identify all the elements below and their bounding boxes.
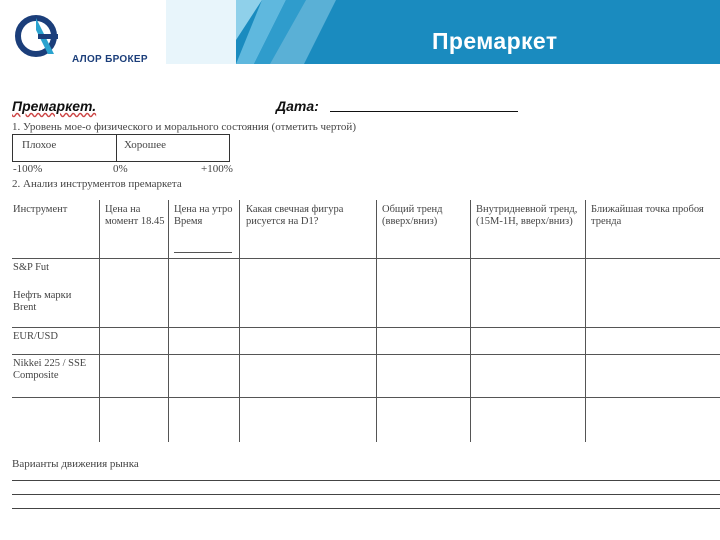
state-divider (116, 134, 117, 161)
col-header-price-morning: Цена на утро Время (174, 204, 233, 227)
answer-line (12, 494, 720, 495)
table-vline (470, 200, 471, 442)
scale-mid: 0% (113, 163, 128, 175)
state-good: Хорошее (124, 139, 166, 151)
col-header-instrument: Инструмент (13, 204, 68, 215)
col-header-candle: Какая свечная фигура рисуется на D1? (246, 204, 344, 227)
table-hline (12, 327, 720, 328)
row-eurusd: EUR/USD (13, 331, 58, 342)
table-hline (12, 354, 720, 355)
table-hline (12, 258, 720, 259)
page-title: Премаркет (432, 28, 558, 54)
col-header-breakout: Ближайшая точка пробоя тренда (591, 204, 704, 227)
row-brent: Нефть марки Brent (13, 290, 72, 313)
row-sp-fut: S&P Fut (13, 262, 50, 273)
scale-max: +100% (201, 163, 233, 175)
table-vline (239, 200, 240, 442)
alor-logo-icon (10, 14, 70, 64)
date-field-line (330, 111, 518, 112)
answer-line (12, 508, 720, 509)
answer-line (12, 480, 720, 481)
table-vline (168, 200, 169, 442)
table-vline (376, 200, 377, 442)
table-hline (12, 397, 720, 398)
date-label: Дата: (276, 98, 319, 114)
state-bad: Плохое (22, 139, 57, 151)
doc-heading: Премаркет. (12, 98, 97, 114)
variants-label: Варианты движения рынка (12, 458, 139, 470)
table-vline (99, 200, 100, 442)
table-vline (585, 200, 586, 442)
col-header-price-1845: Цена на момент 18.45 (105, 204, 165, 227)
section-1-text: 1. Уровень мое-о физического и морального состояния (отметить чертой) (12, 121, 356, 133)
scale-min: -100% (13, 163, 43, 175)
logo (10, 14, 160, 68)
logo-text: АЛОР БРОКЕР (72, 54, 148, 65)
header (0, 0, 720, 68)
section-2-text: 2. Анализ инструментов премаркета (12, 178, 182, 190)
col-header-trend: Общий тренд (вверх/вниз) (382, 204, 443, 227)
time-underline (174, 252, 232, 253)
col-header-intraday: Внутридневной тренд, (15M-1H, вверх/вниз) (476, 204, 578, 227)
row-nikkei-sse: Nikkei 225 / SSE Composite (13, 358, 87, 381)
